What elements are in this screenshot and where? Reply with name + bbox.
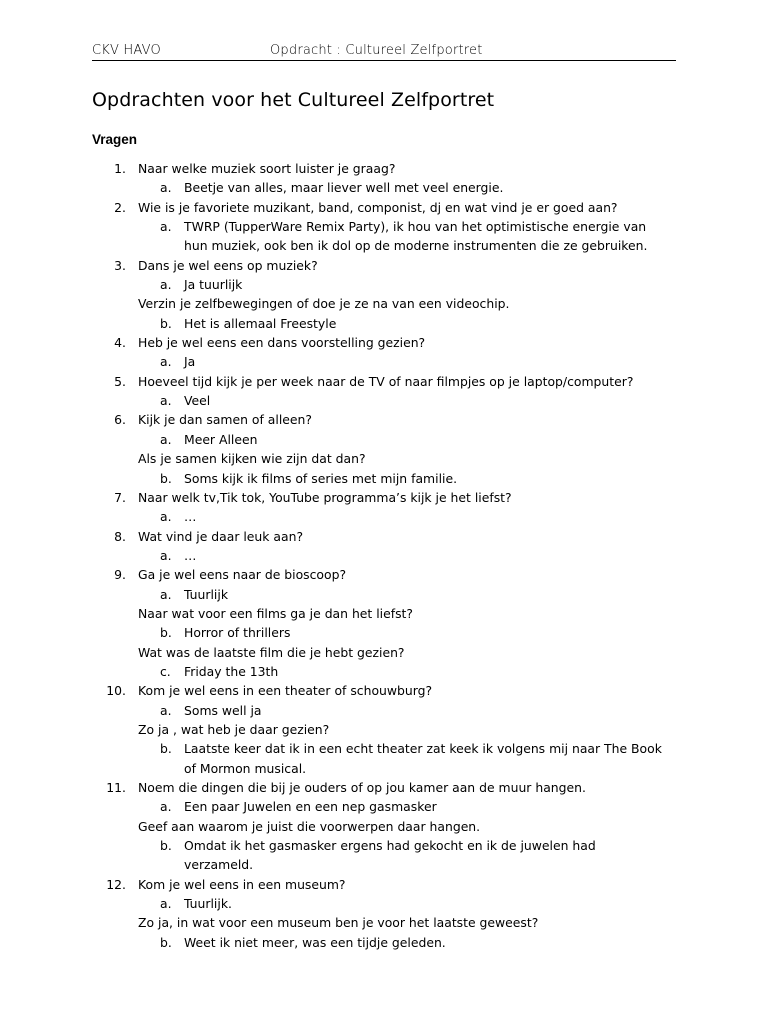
answer-marker: a. <box>160 354 172 370</box>
answer-item <box>92 430 692 449</box>
answer-marker: a. <box>160 219 172 235</box>
answer-text: Friday the 13th <box>184 663 279 679</box>
question-item <box>92 488 692 507</box>
answer-text: Tuurlijk. <box>184 896 232 912</box>
question-list <box>92 159 692 952</box>
answer-item <box>92 623 692 642</box>
answer-item <box>92 469 692 488</box>
header-assignment: Opdracht : Cultureel Zelfportret <box>270 43 483 58</box>
question-text: Heb je wel eens een dans voorstelling gezien? <box>138 335 426 351</box>
question-number: 6. <box>114 412 126 428</box>
question-item <box>92 410 692 429</box>
answer-item <box>92 314 692 333</box>
question-number: 7. <box>114 489 126 505</box>
page-header <box>92 42 676 61</box>
answer-item <box>92 546 692 565</box>
answer-text: Tuurlijk <box>184 586 228 602</box>
answer-item <box>92 275 692 294</box>
answer-item <box>92 797 692 816</box>
follow-up-question: Naar wat voor een films ga je dan het liefst? <box>138 605 413 621</box>
question-text: Kijk je dan samen of alleen? <box>138 412 312 428</box>
answer-text: Veel <box>184 393 211 409</box>
question-number: 4. <box>114 335 126 351</box>
follow-up-question: Zo ja , wat heb je daar gezien? <box>138 721 330 737</box>
answer-marker: a. <box>160 702 172 718</box>
answer-text: Het is allemaal Freestyle <box>184 315 337 331</box>
answer-marker: b. <box>160 625 172 641</box>
answer-item <box>92 507 692 526</box>
answer-text: Weet ik niet meer, was een tijdje geleden. <box>184 934 446 950</box>
answer-marker: c. <box>160 663 171 679</box>
answer-item <box>92 217 692 256</box>
header-course: CKV HAVO <box>92 43 161 58</box>
answer-marker: a. <box>160 586 172 602</box>
question-text: Hoeveel tijd kijk je per week naar de TV of naar filmpjes op je laptop/computer? <box>138 373 634 389</box>
follow-up-question: Wat was de laatste film die je hebt gezien? <box>138 644 405 660</box>
page-title: Opdrachten voor het Cultureel Zelfportret <box>92 89 495 111</box>
question-item <box>92 681 692 700</box>
question-item <box>92 527 692 546</box>
answer-text: Ja tuurlijk <box>184 277 243 293</box>
answer-marker: a. <box>160 393 172 409</box>
answer-text: Beetje van alles, maar liever well met veel energie. <box>184 180 504 196</box>
answer-item <box>92 701 692 720</box>
answer-text: … <box>184 509 197 525</box>
answer-marker: b. <box>160 838 172 854</box>
question-number: 5. <box>114 373 126 389</box>
follow-up-question: Geef aan waarom je juist die voorwerpen daar hangen. <box>138 818 481 834</box>
question-item <box>92 198 692 217</box>
question-text: Kom je wel eens in een theater of schouwburg? <box>138 683 433 699</box>
answer-text: TWRP (TupperWare Remix Party), ik hou van het optimistische energie van hun muziek, ook ben ik dol op de moderne instrumenten die ze gebruiken. <box>184 219 648 254</box>
answer-item <box>92 662 692 681</box>
question-text: Noem die dingen die bij je ouders of op jou kamer aan de muur hangen. <box>138 780 586 795</box>
answer-marker: a. <box>160 180 172 196</box>
question-number: 12. <box>106 876 126 892</box>
question-text: Kom je wel eens in een museum? <box>138 876 346 892</box>
question-item <box>92 372 692 391</box>
question-item <box>92 565 692 584</box>
question-text: Wie is je favoriete muzikant, band, componist, dj en wat vind je er goed aan? <box>138 199 618 215</box>
follow-up-question: Verzin je zelfbewegingen of doe je ze na van een videochip. <box>138 296 510 312</box>
question-number: 10. <box>106 683 126 699</box>
answer-item <box>92 836 692 875</box>
answer-item <box>92 391 692 410</box>
question-number: 1. <box>114 161 126 176</box>
question-text: Naar welke muziek soort luister je graag? <box>138 161 396 176</box>
answer-text: Meer Alleen <box>184 431 258 447</box>
answer-marker: a. <box>160 799 172 815</box>
answer-item <box>92 739 692 778</box>
question-text: Ga je wel eens naar de bioscoop? <box>138 567 347 583</box>
answer-item <box>92 352 692 371</box>
question-item <box>92 778 692 797</box>
answer-text: Soms well ja <box>184 702 262 718</box>
answer-item <box>92 894 692 913</box>
answer-text: … <box>184 547 197 563</box>
question-item <box>92 333 692 352</box>
answer-text: Horror of thrillers <box>184 625 291 641</box>
question-number: 8. <box>114 528 126 544</box>
answer-item <box>92 178 692 197</box>
question-item <box>92 256 692 275</box>
question-number: 11. <box>106 780 126 795</box>
question-number: 3. <box>114 257 126 273</box>
answer-marker: b. <box>160 934 172 950</box>
answer-marker: a. <box>160 431 172 447</box>
question-number: 9. <box>114 567 126 583</box>
question-item <box>92 875 692 894</box>
follow-up-question: Zo ja, in wat voor een museum ben je voor het laatste geweest? <box>138 915 539 931</box>
answer-marker: b. <box>160 470 172 486</box>
question-text: Naar welk tv,Tik tok, YouTube programma’s kijk je het liefst? <box>138 489 512 505</box>
answer-item <box>92 585 692 604</box>
question-item <box>92 159 692 178</box>
question-number: 2. <box>114 199 126 215</box>
question-text: Wat vind je daar leuk aan? <box>138 528 304 544</box>
answer-item <box>92 933 692 952</box>
answer-marker: a. <box>160 509 172 525</box>
answer-marker: a. <box>160 547 172 563</box>
answer-marker: a. <box>160 277 172 293</box>
question-text: Dans je wel eens op muziek? <box>138 257 318 273</box>
answer-text: Soms kijk ik films of series met mijn familie. <box>184 470 458 486</box>
follow-up-question: Als je samen kijken wie zijn dat dan? <box>138 451 366 467</box>
section-heading: Vragen <box>92 132 138 147</box>
answer-text: Laatste keer dat ik in een echt theater zat keek ik volgens mij naar The Book of Mormon musical. <box>184 741 662 776</box>
answer-text: Ja <box>184 354 196 370</box>
answer-text: Een paar Juwelen en een nep gasmasker <box>184 799 437 815</box>
answer-marker: b. <box>160 315 172 331</box>
answer-text: Omdat ik het gasmasker ergens had gekocht en ik de juwelen had verzameld. <box>184 838 596 873</box>
answer-marker: b. <box>160 741 172 757</box>
answer-marker: a. <box>160 896 172 912</box>
